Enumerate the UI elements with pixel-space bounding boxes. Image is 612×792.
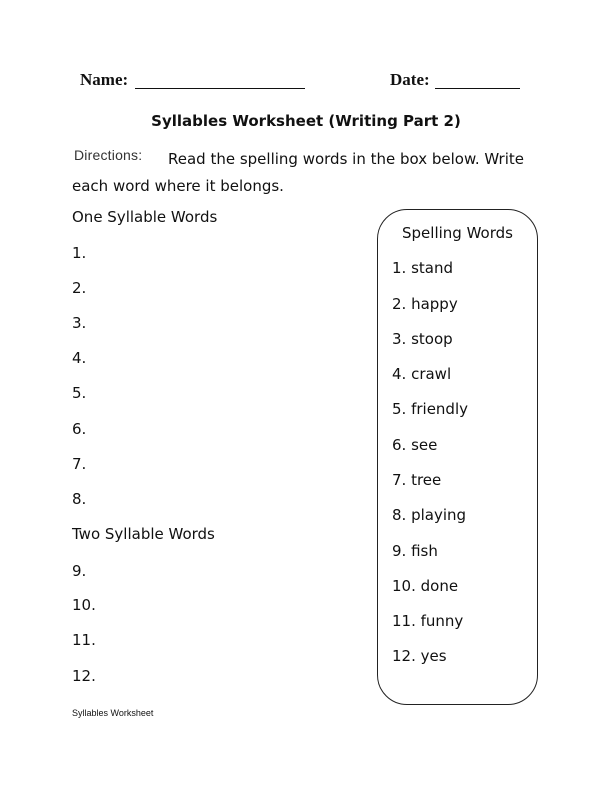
date-label: Date: [390,70,430,89]
answer-line[interactable]: 3. [72,314,87,332]
name-label: Name: [80,70,129,89]
footer-text: Syllables Worksheet [72,708,154,718]
spelling-word: 7. tree [392,471,442,489]
spelling-word: 6. see [392,436,438,454]
two-syllable-heading: Two Syllable Words [72,525,215,543]
spelling-word: 5. friendly [392,400,468,418]
spelling-words-box [377,209,538,705]
spelling-word: 4. crawl [392,365,452,383]
answer-line[interactable]: 7. [72,455,87,473]
spelling-word: 12. yes [392,647,447,665]
answer-line[interactable]: 9. [72,562,87,580]
spelling-words-title: Spelling Words [402,224,513,242]
spelling-word: 8. playing [392,506,467,524]
directions-label: Directions: [74,147,143,163]
worksheet-title: Syllables Worksheet (Writing Part 2) [151,112,461,130]
spelling-word: 9. fish [392,542,438,560]
answer-line[interactable]: 12. [72,667,96,685]
spelling-word: 3. stoop [392,330,453,348]
date-field-line[interactable] [435,88,520,89]
spelling-word: 1. stand [392,259,453,277]
answer-line[interactable]: 6. [72,420,87,438]
answer-line[interactable]: 4. [72,349,87,367]
one-syllable-heading: One Syllable Words [72,208,218,226]
answer-line[interactable]: 1. [72,244,87,262]
answer-line[interactable]: 11. [72,631,96,649]
spelling-word: 11. funny [392,612,464,630]
spelling-word: 10. done [392,577,459,595]
name-field-line[interactable] [135,88,305,89]
directions-text: Read the spelling words in the box below. Write each word where it belongs. [72,150,524,195]
answer-line[interactable]: 2. [72,279,87,297]
answer-line[interactable]: 10. [72,596,96,614]
answer-line[interactable]: 8. [72,490,87,508]
answer-line[interactable]: 5. [72,384,87,402]
spelling-word: 2. happy [392,295,458,313]
